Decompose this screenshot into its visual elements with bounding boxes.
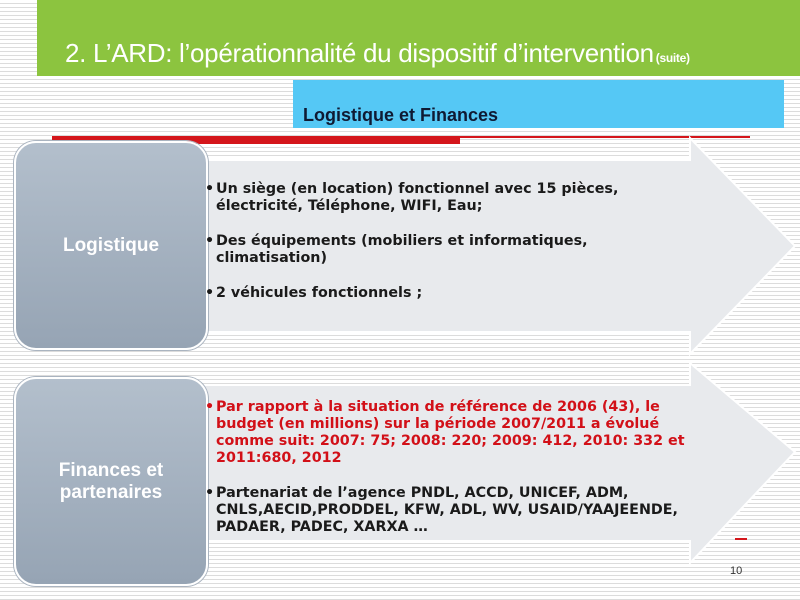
page-number: 10 bbox=[730, 565, 743, 577]
logistique-label-box bbox=[14, 141, 208, 350]
slide-subtitle: Logistique et Finances bbox=[303, 105, 499, 125]
logistique-label: Logistique bbox=[62, 234, 160, 256]
logistique-bullets bbox=[205, 181, 675, 320]
finances-bullet-1: • Par rapport à la situation de référence de 2006 (43), le budget (en millions) sur la période 2007/2011 a évolué comme suit: 2007: 75; 2008: 220; 2009: 412, 2010: 332 et 2011:680, 2012 bbox=[205, 399, 715, 467]
slide-title-main: 2. L’ARD: l’opérationnalité du dispositif d’intervention bbox=[65, 38, 654, 68]
slide-title-suffix: (suite) bbox=[655, 51, 690, 65]
logistique-bullet-3: • 2 véhicules fonctionnels ; bbox=[205, 285, 675, 302]
logistique-bullet-1: • Un siège (en location) fonctionnel avec 15 pièces, électricité, Téléphone, WIFI, Eau; bbox=[205, 181, 675, 215]
finances-bullets bbox=[205, 399, 715, 554]
finances-label: Finances et partenaires bbox=[58, 459, 164, 503]
logistique-bullet-2: • Des équipements (mobiliers et informatiques, climatisation) bbox=[205, 233, 675, 267]
finances-label-box bbox=[14, 377, 208, 586]
finances-bullet-2: • Partenariat de l’agence PNDL, ACCD, UNICEF, ADM, CNLS,AECID,PRODDEL, KFW, ADL, WV, USAID/YAAJEENDE, PADAER, PADEC, XARXA … bbox=[205, 485, 715, 536]
